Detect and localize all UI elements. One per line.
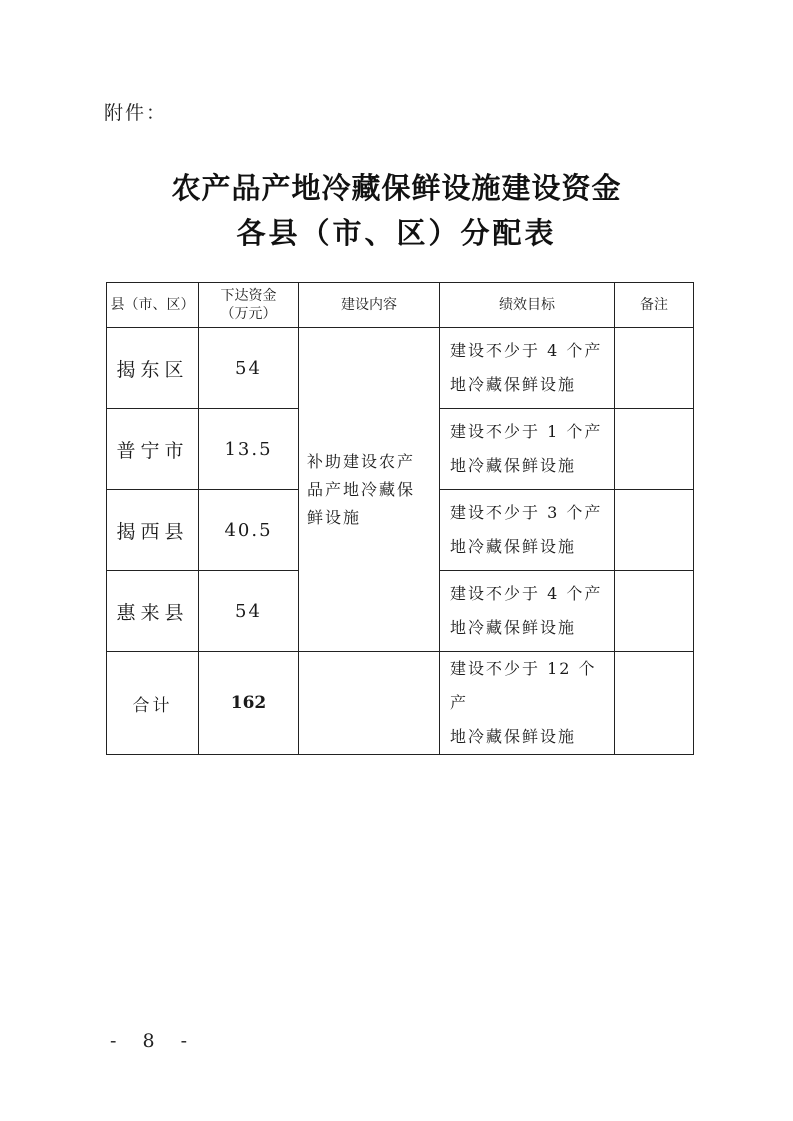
- county-cell: 揭东区: [107, 328, 199, 409]
- target-line-2: 地冷藏保鲜设施: [450, 375, 577, 394]
- header-remark: 备注: [615, 283, 694, 328]
- header-funds: [199, 283, 299, 328]
- document-title-line-2: 各县（市、区）分配表: [236, 216, 557, 250]
- total-label-cell: 合计: [107, 652, 199, 755]
- document-title-line-1: 农产品产地冷藏保鲜设施建设资金: [171, 171, 622, 205]
- amount-cell: 54: [199, 328, 299, 409]
- target-line-2: 地冷藏保鲜设施: [450, 456, 577, 475]
- target-cell: [440, 490, 615, 571]
- target-line-1: 建设不少于 3 个产: [450, 503, 603, 522]
- amount-cell: 40.5: [199, 490, 299, 571]
- target-line-2: 地冷藏保鲜设施: [450, 537, 577, 556]
- county-cell: 揭西县: [107, 490, 199, 571]
- total-target-cell: [440, 652, 615, 755]
- target-cell: [440, 409, 615, 490]
- page-number: - 8 -: [110, 1030, 198, 1052]
- remark-cell: [615, 490, 694, 571]
- table-row: [107, 328, 694, 409]
- county-cell: 惠来县: [107, 571, 199, 652]
- target-cell: [440, 328, 615, 409]
- header-funds-line-2: （万元）: [220, 306, 277, 322]
- target-line-1: 建设不少于 12 个产: [450, 659, 597, 712]
- target-line-2: 地冷藏保鲜设施: [450, 618, 577, 637]
- total-amount-cell: 162: [199, 652, 299, 755]
- header-content: 建设内容: [299, 283, 440, 328]
- amount-cell: 54: [199, 571, 299, 652]
- header-funds-line-1: 下达资金: [220, 288, 277, 304]
- target-cell: [440, 571, 615, 652]
- attachment-label: 附件：: [104, 102, 168, 124]
- target-line-1: 建设不少于 4 个产: [450, 341, 603, 360]
- total-row: [107, 652, 694, 755]
- shared-content-cell: 补助建设农产品产地冷藏保鲜设施: [299, 328, 440, 652]
- target-line-1: 建设不少于 4 个产: [450, 584, 603, 603]
- allocation-table: [106, 282, 694, 755]
- target-line-1: 建设不少于 1 个产: [450, 422, 603, 441]
- county-cell: 普宁市: [107, 409, 199, 490]
- remark-cell: [615, 571, 694, 652]
- amount-cell: 13.5: [199, 409, 299, 490]
- remark-cell: [615, 328, 694, 409]
- header-target: 绩效目标: [440, 283, 615, 328]
- total-remark-cell: [615, 652, 694, 755]
- header-county: 县（市、区）: [107, 283, 199, 328]
- target-line-2: 地冷藏保鲜设施: [450, 727, 577, 746]
- total-content-cell: [299, 652, 440, 755]
- remark-cell: [615, 409, 694, 490]
- table-header-row: [107, 283, 694, 328]
